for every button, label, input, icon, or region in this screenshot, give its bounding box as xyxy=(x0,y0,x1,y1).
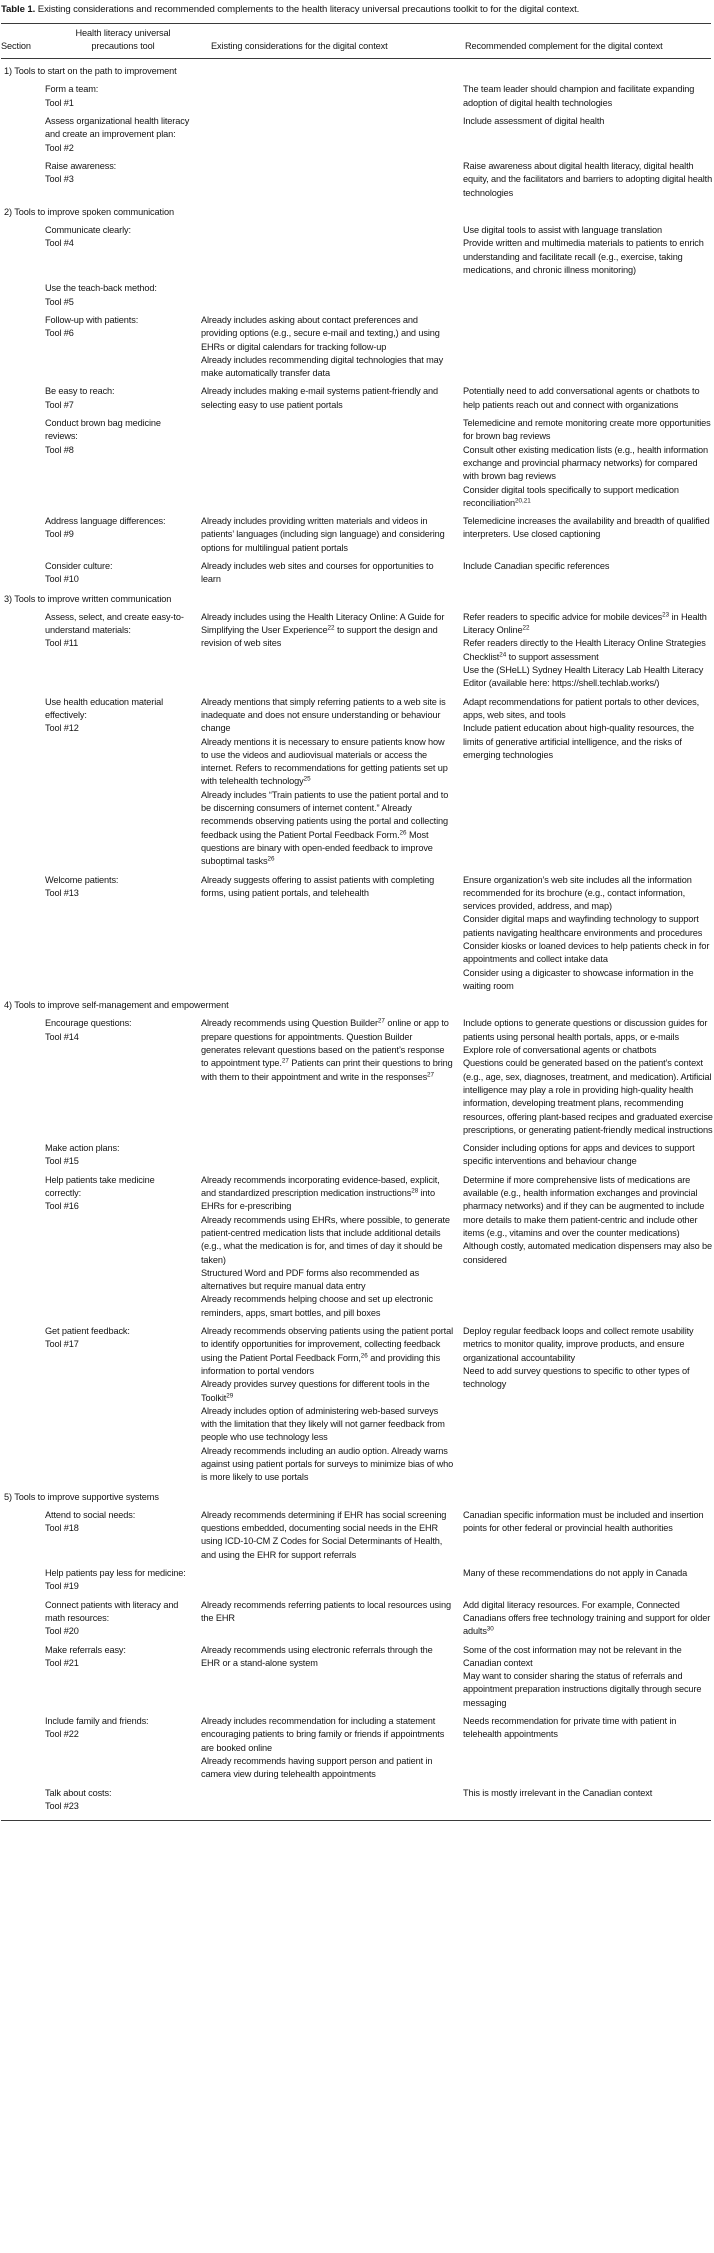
existing-considerations-cell xyxy=(201,1787,463,1814)
recommended-complement-cell xyxy=(463,611,713,691)
reference-superscript: 26 xyxy=(360,1352,368,1360)
table-row xyxy=(1,1142,711,1169)
cell-text: Be easy to reach: xyxy=(45,386,115,397)
section-heading: 2) Tools to improve spoken communication xyxy=(4,206,174,217)
cell-text: Already includes option of administering web-based surveys with the limitation that they likely will not garner feedback from people who use technology less xyxy=(201,1405,445,1443)
cell-text: Explore role of conversational agents or chatbots xyxy=(463,1045,657,1056)
section-heading: 1) Tools to start on the path to improvement xyxy=(4,66,177,77)
cell-text: Consider using a digicaster to showcase information in the waiting room xyxy=(463,967,694,991)
cell-text: Tool #11 xyxy=(45,638,79,649)
recommended-complement-cell xyxy=(463,1142,713,1169)
cell-text: Tool #9 xyxy=(45,529,74,540)
recommended-complement-cell xyxy=(463,314,713,380)
table-row xyxy=(1,696,711,869)
tool-cell xyxy=(45,1325,201,1485)
existing-considerations-cell xyxy=(201,83,463,110)
cell-text: Already includes providing written materials and videos in patients’ languages (including sign language) and considering options for multilingual patient portals xyxy=(201,516,445,553)
cell-text: Make action plans: xyxy=(45,1143,120,1154)
table-row xyxy=(1,560,711,587)
cell-text: Consider including options for apps and devices to support specific interventions and behaviour change xyxy=(463,1143,695,1167)
tool-cell xyxy=(45,1017,201,1137)
reference-superscript: 26 xyxy=(399,829,407,837)
cell-text: Add digital literacy resources. For example, Connected Canadians offers free technology training and support for older adults$^{30}$ xyxy=(463,1599,711,1637)
table-row xyxy=(1,1174,711,1320)
cell-text: Conduct brown bag medicine reviews: xyxy=(45,418,161,442)
table-row xyxy=(1,314,711,380)
existing-considerations-cell xyxy=(201,1174,463,1320)
cell-text: Follow-up with patients: xyxy=(45,314,139,325)
cell-text: Telemedicine and remote monitoring create more opportunities for brown bag reviews xyxy=(463,418,711,442)
tool-cell xyxy=(45,417,201,510)
recommended-complement-cell xyxy=(463,282,713,309)
cell-text: Tool #22 xyxy=(45,1729,79,1740)
existing-considerations-cell xyxy=(201,160,463,200)
cell-text: Tool #1 xyxy=(45,97,74,108)
table-row xyxy=(1,1599,711,1639)
table-row xyxy=(1,1017,711,1137)
cell-text: Consider digital maps and wayfinding technology to support patients navigating healthcare environments and procedures xyxy=(463,914,703,938)
reference-superscript: 27 xyxy=(281,1057,289,1065)
tool-cell xyxy=(45,611,201,691)
cell-text: Tool #18 xyxy=(45,1523,79,1534)
cell-text: Tool #7 xyxy=(45,399,74,410)
cell-text: Adapt recommendations for patient portals to other devices, apps, web sites, and tools xyxy=(463,696,700,720)
table-row xyxy=(1,282,711,309)
cell-text: Already recommends observing patients using the patient portal to identify opportunities for improvement, collecting feedback using the Patient Portal Feedback Form,$^{26}$ and providing this information to portal vendors xyxy=(201,1326,453,1376)
cell-text: Tool #12 xyxy=(45,723,79,734)
tool-cell xyxy=(45,1509,201,1562)
cell-text: Refer readers to specific advice for mobile devices$^{23}$ in Health Literacy Online$^{22}$ xyxy=(463,611,707,636)
table-caption-text: Existing considerations and recommended complements to the health literacy universal precautions toolkit to for the digital context. xyxy=(37,4,580,15)
reference-superscript: 28 xyxy=(411,1187,419,1195)
tool-cell xyxy=(45,1142,201,1169)
table-row xyxy=(1,160,711,200)
cell-text: Structured Word and PDF forms also recommended as alternatives but require manual data entry xyxy=(201,1267,420,1292)
table-row xyxy=(1,611,711,691)
column-header-section: Section xyxy=(1,40,31,51)
reference-superscript: 23 xyxy=(662,611,670,619)
column-header-existing-considerations: Existing considerations for the digital context xyxy=(211,40,388,51)
cell-text: Communicate clearly: xyxy=(45,225,131,236)
cell-text: Welcome patients: xyxy=(45,874,119,885)
cell-text: Questions could be generated based on the patient’s context (e.g., age, sex, diagnoses, treatment, and medication). Artificial intelligence may play a role in providing high-quality health information, developing treatment plans, recommending resources, offering plant-based recipes and graduated exercise prescriptions, or generating patient-friendly medical instructions xyxy=(463,1058,713,1135)
reference-superscript: 24 xyxy=(499,651,507,659)
cell-text: Already provides survey questions for different tools in the Toolkit$^{29}$ xyxy=(201,1379,430,1403)
recommended-complement-cell xyxy=(463,1017,713,1137)
existing-considerations-cell xyxy=(201,1715,463,1781)
table-row xyxy=(1,1644,711,1710)
existing-considerations-cell xyxy=(201,115,463,155)
reference-superscript: 25 xyxy=(303,775,311,783)
tool-cell xyxy=(45,515,201,555)
section-heading: 5) Tools to improve supportive systems xyxy=(4,1491,159,1502)
recommended-complement-cell xyxy=(463,1567,713,1594)
reference-superscript: 27 xyxy=(427,1071,435,1079)
table-row xyxy=(1,385,711,412)
tool-cell xyxy=(45,1599,201,1639)
reference-superscript: 26 xyxy=(267,855,275,863)
cell-text: Raise awareness: xyxy=(45,160,117,171)
cell-text: Tool #10 xyxy=(45,574,79,585)
cell-text: Assess, select, and create easy-to-understand materials: xyxy=(45,611,184,636)
cell-text: Although costly, automated medication dispensers may also be considered xyxy=(463,1241,712,1265)
cell-text: Determine if more comprehensive lists of medications are available (e.g., health information exchanges and provincial pharmacy networks) and if they can be augmented to include more details to make them patient-centric and include other items (e.g., vitamins and over the counter medications) xyxy=(463,1174,705,1238)
table-caption xyxy=(1,4,711,16)
column-header-recommended-complement: Recommended complement for the digital context xyxy=(465,40,663,51)
table-row xyxy=(1,1567,711,1594)
cell-text: Get patient feedback: xyxy=(45,1326,130,1337)
reference-superscript: 22 xyxy=(327,624,335,632)
tool-cell xyxy=(45,1174,201,1320)
cell-text: Form a team: xyxy=(45,84,99,95)
cell-text: Potentially need to add conversational agents or chatbots to help patients reach out and connect with organizations xyxy=(463,386,700,410)
reference-superscript: 22 xyxy=(522,624,530,632)
existing-considerations-cell xyxy=(201,696,463,869)
cell-text: Provide written and multimedia materials to patients to enrich understanding and facilitate recall (e.g., exercise, taking medications, and chronic illness monitoring) xyxy=(463,238,704,276)
table-row xyxy=(1,1325,711,1485)
existing-considerations-cell xyxy=(201,1142,463,1169)
cell-text: Already recommends incorporating evidence-based, explicit, and standardized prescription medication instructions$^{28}$ into EHRs for e-prescribing xyxy=(201,1174,440,1212)
cell-text: Already includes “Train patients to use the patient portal and to be discerning consumers of internet content.” Already recommends observing patients using the portal and collecting feedback using the Patient Portal Feedback Form.$^{26}$ Most questions are binary with open-ended feedback to improve suboptimal tasks$^{26}$ xyxy=(201,789,449,867)
reference-superscript: 29 xyxy=(226,1392,234,1399)
cell-text: Needs recommendation for private time with patient in telehealth appointments xyxy=(463,1716,677,1740)
cell-text: Deploy regular feedback loops and collect remote usability metrics to monitor quality, improve products, and ensure organizational accountability xyxy=(463,1326,694,1363)
cell-text: Already includes recommending digital technologies that may make automatically transfer data xyxy=(201,354,444,379)
existing-considerations-cell xyxy=(201,224,463,277)
section-heading: 3) Tools to improve written communication xyxy=(4,593,172,604)
recommended-complement-cell xyxy=(463,1599,713,1639)
recommended-complement-cell xyxy=(463,696,713,869)
reference-superscript: 27 xyxy=(377,1017,385,1025)
tool-cell xyxy=(45,1644,201,1710)
cell-text: Already suggests offering to assist patients with completing forms, using patient portals, and telehealth xyxy=(201,874,435,898)
cell-text: Already recommends using EHRs, where possible, to generate patient-centred medication lists that include additional details (e.g., what the medication is for, and times of day it should be taken) xyxy=(201,1214,450,1265)
table-row xyxy=(1,874,711,994)
cell-text: Include Canadian specific references xyxy=(463,560,610,571)
cell-text: Tool #17 xyxy=(45,1339,79,1350)
table-row xyxy=(1,1715,711,1781)
cell-text: Consider digital tools specifically to support medication reconciliation$^{20,21}$ xyxy=(463,484,679,508)
recommended-complement-cell xyxy=(463,1325,713,1485)
cell-text: Consider culture: xyxy=(45,560,113,571)
cell-text: Use health education material effectively: xyxy=(45,696,164,720)
existing-considerations-cell xyxy=(201,1599,463,1639)
tool-cell xyxy=(45,385,201,412)
tool-cell xyxy=(45,314,201,380)
existing-considerations-cell xyxy=(201,515,463,555)
tool-cell xyxy=(45,282,201,309)
table-row xyxy=(1,224,711,277)
cell-text: Already recommends using electronic referrals through the EHR or a stand-alone system xyxy=(201,1644,433,1668)
cell-text: Already recommends using Question Builder$^{27}$ online or app to prepare questions for appointments. Question Builder generates relevant questions based on the patient’s response to appointment type.$^{27}$ Patients can print their questions to bring with them to their appointment and write in the responses$^{27}$ xyxy=(201,1017,453,1082)
cell-text: Connect patients with literacy and math resources: xyxy=(45,1599,179,1623)
cell-text: The team leader should champion and facilitate expanding adoption of digital health technologies xyxy=(463,84,695,108)
existing-considerations-cell xyxy=(201,417,463,510)
table-row xyxy=(1,1787,711,1814)
tool-cell xyxy=(45,224,201,277)
cell-text: Canadian specific information must be included and insertion points for other federal or provincial health authorities xyxy=(463,1509,704,1534)
cell-text: Include patient education about high-quality resources, the limits of generative artificial intelligence, and the risks of emerging technologies xyxy=(463,723,694,760)
cell-text: Need to add survey questions to specific to other types of technology xyxy=(463,1365,690,1390)
cell-text: Already recommends determining if EHR has social screening questions embedded, documenting social needs in the EHR using ICD-10-CM Z Codes for Social Determinants of Health, and using the EHR for support referrals xyxy=(201,1509,447,1560)
existing-considerations-cell xyxy=(201,1017,463,1137)
cell-text: Tool #13 xyxy=(45,887,79,898)
tool-cell xyxy=(45,874,201,994)
reference-superscript: 30 xyxy=(486,1625,494,1633)
recommended-complement-cell xyxy=(463,385,713,412)
cell-text: Tool #2 xyxy=(45,142,74,153)
cell-text: Use the teach-back method: xyxy=(45,283,157,294)
cell-text: May want to consider sharing the status of referrals and appointment preparation instructions digitally through secure messaging xyxy=(463,1671,702,1708)
cell-text: Raise awareness about digital health literacy, digital health equity, and the facilitators and barriers to adopting digital health technologies xyxy=(463,160,713,198)
table-header-row xyxy=(1,23,711,59)
recommended-complement-cell xyxy=(463,115,713,155)
existing-considerations-cell xyxy=(201,1567,463,1594)
cell-text: Tool #5 xyxy=(45,296,74,307)
tool-cell xyxy=(45,160,201,200)
existing-considerations-cell xyxy=(201,611,463,691)
tool-cell xyxy=(45,560,201,587)
cell-text: Tool #4 xyxy=(45,238,74,249)
cell-text: Tool #14 xyxy=(45,1031,79,1042)
tool-cell xyxy=(45,115,201,155)
recommended-complement-cell xyxy=(463,560,713,587)
cell-text: Already recommends referring patients to local resources using the EHR xyxy=(201,1599,451,1623)
recommended-complement-cell xyxy=(463,1787,713,1814)
cell-text: Tool #16 xyxy=(45,1201,79,1212)
existing-considerations-cell xyxy=(201,314,463,380)
cell-text: Consider kiosks or loaned devices to help patients check in for appointments and collect intake data xyxy=(463,941,710,965)
table-row xyxy=(1,83,711,110)
recommended-complement-cell xyxy=(463,224,713,277)
cell-text: Assess organizational health literacy and create an improvement plan: xyxy=(45,116,190,140)
recommended-complement-cell xyxy=(463,1715,713,1781)
cell-text: Already recommends having support person and patient in camera view during telehealth appointments xyxy=(201,1755,433,1780)
existing-considerations-cell xyxy=(201,1325,463,1485)
recommended-complement-cell xyxy=(463,1509,713,1562)
cell-text: Attend to social needs: xyxy=(45,1509,136,1520)
reference-superscript: 20,21 xyxy=(514,497,531,505)
cell-text: Already recommends including an audio option. Already warns against using patient portals for surveys to minimize bias of who is more likely to use portals xyxy=(201,1445,454,1483)
cell-text: Tool #8 xyxy=(45,444,74,455)
cell-text: Tool #6 xyxy=(45,328,74,339)
cell-text: Tool #20 xyxy=(45,1626,79,1637)
cell-text: Already mentions that simply referring patients to a web site is inadequate and does not ensure understanding or behaviour change xyxy=(201,696,446,734)
cell-text: Tool #23 xyxy=(45,1800,79,1811)
cell-text: Help patients take medicine correctly: xyxy=(45,1174,155,1199)
cell-text: Ensure organization’s web site includes all the information recommended for its brochure (e.g., contact information, services provided, address, and map) xyxy=(463,874,692,912)
table-row xyxy=(1,115,711,155)
cell-text: Already includes recommendation for including a statement encouraging patients to bring family or friends if appointments are booked online xyxy=(201,1716,445,1753)
table-body xyxy=(1,65,711,1821)
cell-text: Already mentions it is necessary to ensure patients know how to use the videos and audiovisual materials or access the internet. Refers to recommendations for getting patients set up with telehealth technology$^{25}$ xyxy=(201,736,448,787)
existing-considerations-cell xyxy=(201,282,463,309)
cell-text: Tool #21 xyxy=(45,1657,79,1668)
cell-text: Already includes using the Health Literacy Online: A Guide for Simplifying the User Experience$^{22}$ to support the design and revision of web sites xyxy=(201,611,445,649)
section-heading: 4) Tools to improve self-management and empowerment xyxy=(4,1000,229,1011)
column-header-tool: Health literacy universal precautions tool xyxy=(75,28,171,51)
cell-text: Include assessment of digital health xyxy=(463,116,605,127)
recommended-complement-cell xyxy=(463,874,713,994)
cell-text: Already includes making e-mail systems patient-friendly and selecting easy to use patient portals xyxy=(201,386,439,410)
recommended-complement-cell xyxy=(463,1174,713,1320)
tool-cell xyxy=(45,1715,201,1781)
cell-text: Refer readers directly to the Health Literacy Online Strategies Checklist$^{24}$ to support assessment xyxy=(463,638,706,662)
recommended-complement-cell xyxy=(463,1644,713,1710)
cell-text: Tool #15 xyxy=(45,1156,79,1167)
cell-text: Use digital tools to assist with language translation xyxy=(463,225,662,236)
table-caption-label: Table 1. xyxy=(1,4,36,15)
cell-text: This is mostly irrelevant in the Canadian context xyxy=(463,1787,653,1798)
existing-considerations-cell xyxy=(201,874,463,994)
cell-text: Include options to generate questions or discussion guides for patients using personal health portals, apps, or e-mails xyxy=(463,1018,708,1042)
tool-cell xyxy=(45,1567,201,1594)
cell-text: Already includes asking about contact preferences and providing options (e.g., secure e-mail and texting,) and using EHRs or digital calendars for tracking follow-up xyxy=(201,314,440,352)
cell-text: Tool #3 xyxy=(45,174,74,185)
cell-text: Already recommends helping choose and set up electronic reminders, apps, smart bottles, and pill boxes xyxy=(201,1294,433,1318)
recommended-complement-cell xyxy=(463,160,713,200)
tool-cell xyxy=(45,696,201,869)
cell-text: Include family and friends: xyxy=(45,1716,149,1727)
cell-text: Make referrals easy: xyxy=(45,1644,126,1655)
table-row xyxy=(1,1509,711,1562)
cell-text: Already includes web sites and courses for opportunities to learn xyxy=(201,560,434,585)
cell-text: Encourage questions: xyxy=(45,1018,132,1029)
table-row xyxy=(1,417,711,510)
recommended-complement-cell xyxy=(463,515,713,555)
existing-considerations-cell xyxy=(201,560,463,587)
cell-text: Use the (SHeLL) Sydney Health Literacy Lab Health Literacy Editor (available here: https://shell.techlab.works/) xyxy=(463,665,704,689)
tool-cell xyxy=(45,1787,201,1814)
cell-text: Tool #19 xyxy=(45,1581,79,1592)
existing-considerations-cell xyxy=(201,385,463,412)
existing-considerations-cell xyxy=(201,1509,463,1562)
cell-text: Help patients pay less for medicine: xyxy=(45,1568,186,1579)
cell-text: Some of the cost information may not be relevant in the Canadian context xyxy=(463,1644,682,1668)
cell-text: Talk about costs: xyxy=(45,1787,112,1798)
tool-cell xyxy=(45,83,201,110)
cell-text: Address language differences: xyxy=(45,516,166,527)
cell-text: Telemedicine increases the availability and breadth of qualified interpreters. Use closed captioning xyxy=(463,516,710,540)
cell-text: Many of these recommendations do not apply in Canada xyxy=(463,1568,688,1579)
recommended-complement-cell xyxy=(463,83,713,110)
existing-considerations-cell xyxy=(201,1644,463,1710)
recommended-complement-cell xyxy=(463,417,713,510)
cell-text: Consult other existing medication lists (e.g., health information exchange and provincial pharmacy networks) for compared with brown bag reviews xyxy=(463,444,708,482)
table-row xyxy=(1,515,711,555)
